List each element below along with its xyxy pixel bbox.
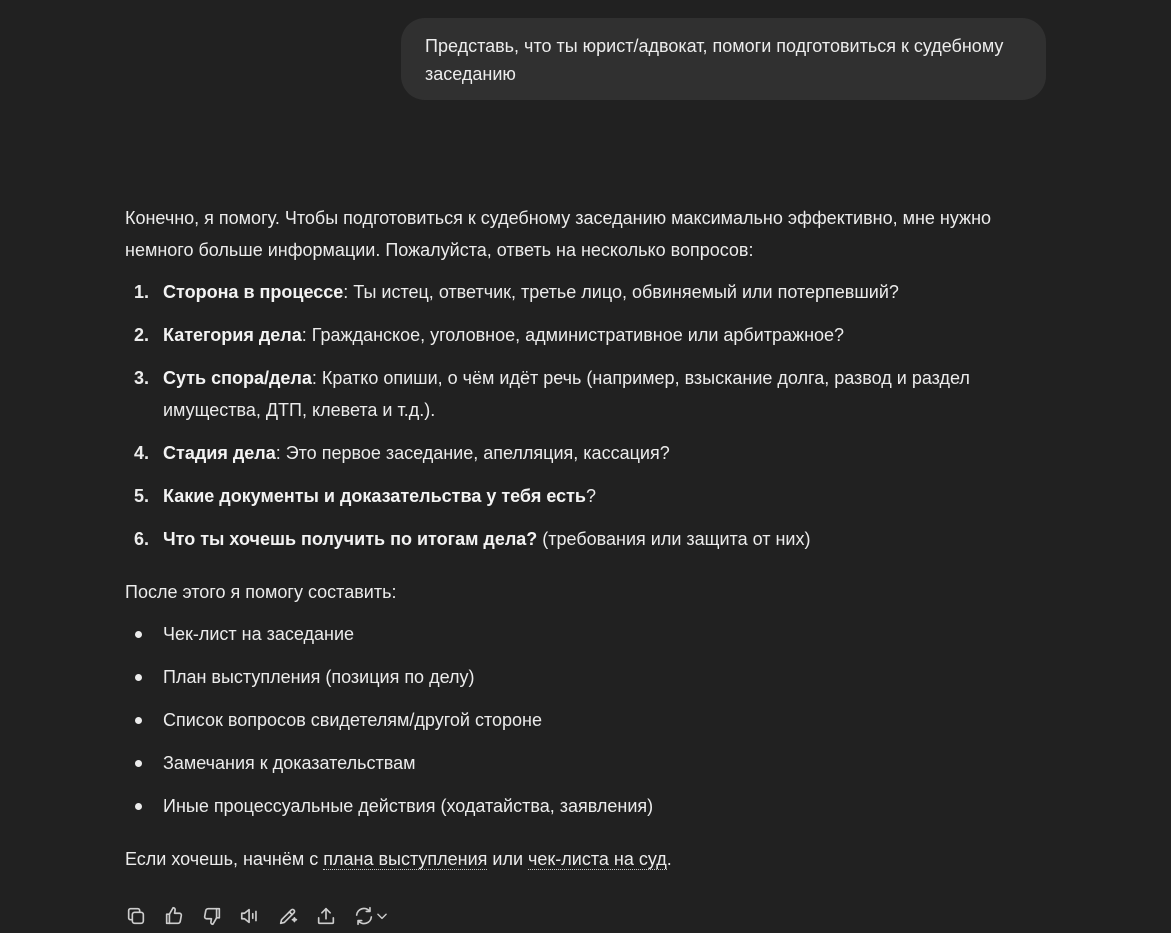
questions-list (125, 276, 1055, 555)
regenerate-button[interactable] (353, 902, 397, 930)
checklist-link[interactable]: чек-листа на суд (528, 849, 667, 869)
list-item (125, 437, 1055, 469)
list-item (125, 704, 1055, 736)
after-text: После этого я помогу составить: (125, 582, 397, 602)
user-message-text: Представь, что ты юрист/адвокат, помоги подготовиться к судебному заседанию (425, 36, 1004, 84)
list-number: 5. (134, 486, 150, 506)
list-number: 1. (134, 282, 150, 302)
thumbs-down-button[interactable] (201, 902, 239, 930)
thumbs-up-icon (163, 905, 185, 927)
assistant-message (125, 202, 1055, 875)
list-item (125, 319, 1055, 351)
message-actions-bar (125, 902, 397, 930)
list-item (125, 523, 1055, 555)
list-item (125, 747, 1055, 779)
bullet-text: Замечания к доказательствам (163, 753, 416, 773)
question-text: (требования или защита от них) (537, 529, 811, 549)
question-text: : Это первое заседание, апелляция, кассация? (275, 443, 670, 463)
chevron-down-icon (375, 909, 389, 923)
bullet-text: Чек-лист на заседание (163, 624, 355, 644)
question-text: : Ты истец, ответчик, третье лицо, обвиняемый или потерпевший? (343, 282, 899, 302)
question-text: : Гражданское, уголовное, административное или арбитражное? (301, 325, 845, 345)
share-button[interactable] (315, 902, 353, 930)
question-title: Суть спора/дела (163, 368, 312, 388)
list-item (125, 661, 1055, 693)
bullet-text: Иные процессуальные действия (ходатайства, заявления) (163, 796, 654, 816)
question-text: : Кратко опиши, о чём идёт речь (например, взыскание долга, развод и раздел имущества, ДТП, клевета и т.д.). (163, 368, 970, 420)
list-item (125, 618, 1055, 650)
question-title: Какие документы и доказательства у тебя есть (163, 486, 586, 506)
edit-icon (277, 905, 299, 927)
bullet-dot (135, 674, 142, 681)
read-aloud-icon (239, 905, 261, 927)
assistant-intro: Конечно, я помогу. Чтобы подготовиться к судебному заседанию максимально эффективно, мне нужно немного больше информации. Пожалуйста, ответь на несколько вопросов: (125, 208, 992, 260)
list-item (125, 276, 1055, 308)
question-title: Что ты хочешь получить по итогам дела? (163, 529, 538, 549)
final-suffix: . (666, 849, 672, 869)
final-prefix: Если хочешь, начнём с (125, 849, 324, 869)
list-item (125, 362, 1055, 426)
bullet-dot (135, 760, 142, 767)
question-title: Категория дела (163, 325, 302, 345)
final-middle: или (487, 849, 529, 869)
list-number: 6. (134, 529, 150, 549)
bullet-text: План выступления (позиция по делу) (163, 667, 475, 687)
share-icon (315, 905, 337, 927)
final-paragraph (125, 843, 1055, 875)
question-text: ? (585, 486, 596, 506)
bullet-dot (135, 717, 142, 724)
speech-plan-link[interactable]: плана выступления (323, 849, 488, 869)
regenerate-icon (353, 905, 375, 927)
list-number: 3. (134, 368, 150, 388)
question-title: Стадия дела (163, 443, 276, 463)
thumbs-down-icon (201, 905, 223, 927)
edit-button[interactable] (277, 902, 315, 930)
bullet-list (125, 618, 1055, 822)
thumbs-up-button[interactable] (163, 902, 201, 930)
list-number: 4. (134, 443, 150, 463)
question-title: Сторона в процессе (163, 282, 344, 302)
read-aloud-button[interactable] (239, 902, 277, 930)
user-message-bubble (401, 18, 1046, 100)
list-number: 2. (134, 325, 150, 345)
copy-icon (125, 905, 147, 927)
bullet-dot (135, 631, 142, 638)
copy-button[interactable] (125, 902, 163, 930)
bullet-dot (135, 803, 142, 810)
bullet-text: Список вопросов свидетелям/другой стороне (163, 710, 542, 730)
list-item (125, 790, 1055, 822)
list-item (125, 480, 1055, 512)
